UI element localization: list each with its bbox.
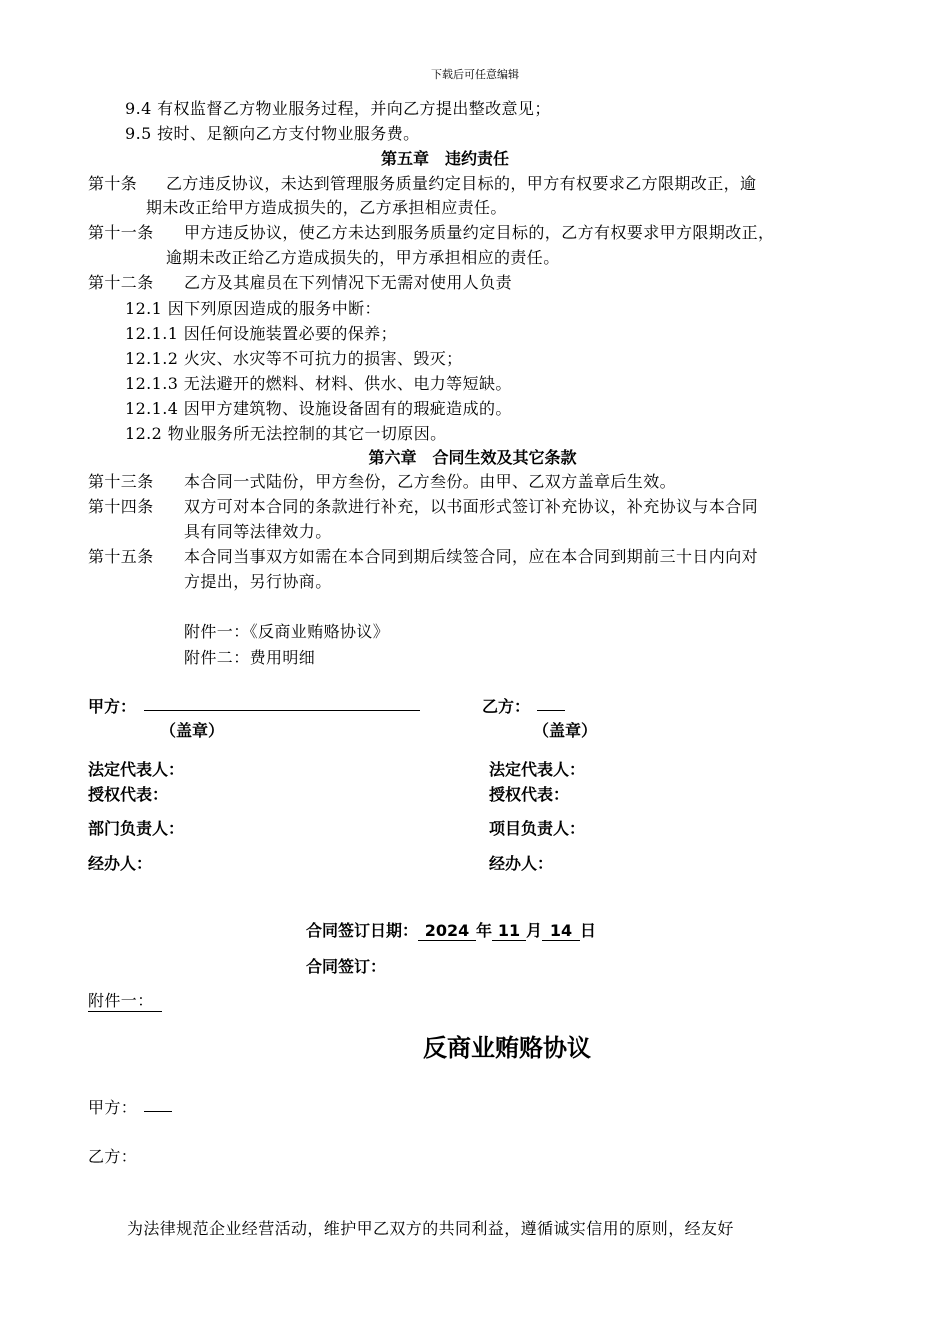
article-13-text: 本合同一式陆份，甲方叁份，乙方叁份。由甲、乙双方盖章后生效。: [184, 472, 677, 491]
left-legal-rep: 法定代表人：: [88, 760, 185, 779]
attachment-1-ref: 附件一：《反商业贿赂协议》: [184, 622, 390, 641]
signing-date-year: 2024: [418, 921, 476, 941]
left-department-head: 部门负责人：: [88, 819, 185, 838]
party-b-label: 乙方：: [482, 697, 531, 716]
left-handler: 经办人：: [88, 854, 153, 873]
party-a-signature-line: [144, 710, 420, 711]
right-legal-rep: 法定代表人：: [489, 760, 586, 779]
article-15-label: 第十五条: [88, 547, 154, 566]
clause-12-1-4: 12.1.4 因甲方建筑物、设施设备固有的瑕疵造成的。: [125, 399, 512, 418]
intro-paragraph: 为法律规范企业经营活动，维护甲乙双方的共同利益，遵循诚实信用的原则，经友好: [127, 1219, 734, 1238]
party-a-label: 甲方：: [88, 697, 137, 716]
party-a2-label: 甲方：: [88, 1098, 138, 1117]
chapter-5-heading: 第五章 违约责任: [380, 149, 509, 168]
left-authorized-rep: 授权代表：: [88, 785, 169, 804]
article-14-line2: 具有同等法律效力。: [184, 522, 332, 541]
article-10-label: 第十条: [88, 174, 138, 193]
article-14-label: 第十四条: [88, 497, 154, 516]
party-b-seal: （盖章）: [533, 721, 598, 740]
chapter-6-heading: 第六章 合同生效及其它条款: [368, 448, 577, 467]
article-10-line1: 乙方违反协议，未达到管理服务质量约定目标的，甲方有权要求乙方限期改正，逾: [166, 174, 757, 193]
clause-12-1-2: 12.1.2 火灾、水灾等不可抗力的损害、毁灭；: [125, 349, 463, 368]
clause-12-1-1: 12.1.1 因任何设施装置必要的保养；: [125, 324, 397, 343]
clause-9-5: 9.5 按时、足额向乙方支付物业服务费。: [125, 124, 420, 143]
article-15-line1: 本合同当事双方如需在本合同到期后续签合同，应在本合同到期前三十日内向对: [184, 547, 759, 566]
article-14-line1: 双方可对本合同的条款进行补充，以书面形式签订补充协议，补充协议与本合同: [184, 497, 759, 516]
signing-date-month-unit: 月: [526, 921, 543, 940]
party-b2-label: 乙方：: [88, 1147, 138, 1166]
attachment-2-ref: 附件二：费用明细: [184, 648, 316, 667]
right-handler: 经办人：: [489, 854, 554, 873]
page-header: 下载后可任意编辑: [431, 68, 519, 81]
article-12-label: 第十二条: [88, 273, 154, 292]
clause-12-1: 12.1 因下列原因造成的服务中断：: [125, 299, 381, 318]
article-13-label: 第十三条: [88, 472, 154, 491]
signing-date-label: 合同签订日期：: [306, 921, 419, 940]
signing-place-label: 合同签订：: [306, 957, 387, 976]
party-a-seal: （盖章）: [160, 721, 225, 740]
right-project-head: 项目负责人：: [489, 819, 586, 838]
signing-date-day: 14: [542, 921, 580, 941]
attachment-1-heading: 附件一：: [88, 988, 162, 1012]
article-10-line2: 期未改正给甲方造成损失的，乙方承担相应责任。: [146, 198, 507, 217]
article-11-line1: 甲方违反协议，使乙方未达到服务质量约定目标的，乙方有权要求甲方限期改正，: [184, 223, 775, 242]
article-12-text: 乙方及其雇员在下列情况下无需对使用人负责: [184, 273, 513, 292]
right-authorized-rep: 授权代表：: [489, 785, 570, 804]
clause-12-2: 12.2 物业服务所无法控制的其它一切原因。: [125, 424, 447, 443]
article-11-label: 第十一条: [88, 223, 154, 242]
signing-date: [306, 918, 596, 941]
party-b-signature-line: [537, 710, 565, 711]
signing-date-month: 11: [492, 921, 526, 941]
article-15-line2: 方提出，另行协商。: [184, 572, 332, 591]
signing-date-year-unit: 年: [476, 921, 493, 940]
signing-date-day-unit: 日: [580, 921, 597, 940]
clause-9-4: 9.4 有权监督乙方物业服务过程，并向乙方提出整改意见；: [125, 99, 551, 118]
article-11-line2: 逾期未改正给乙方造成损失的，甲方承担相应的责任。: [166, 248, 560, 267]
party-a2-signature-line: [144, 1111, 172, 1112]
clause-12-1-3: 12.1.3 无法避开的燃料、材料、供水、电力等短缺。: [125, 374, 512, 393]
document-title: 反商业贿赂协议: [423, 1034, 591, 1062]
